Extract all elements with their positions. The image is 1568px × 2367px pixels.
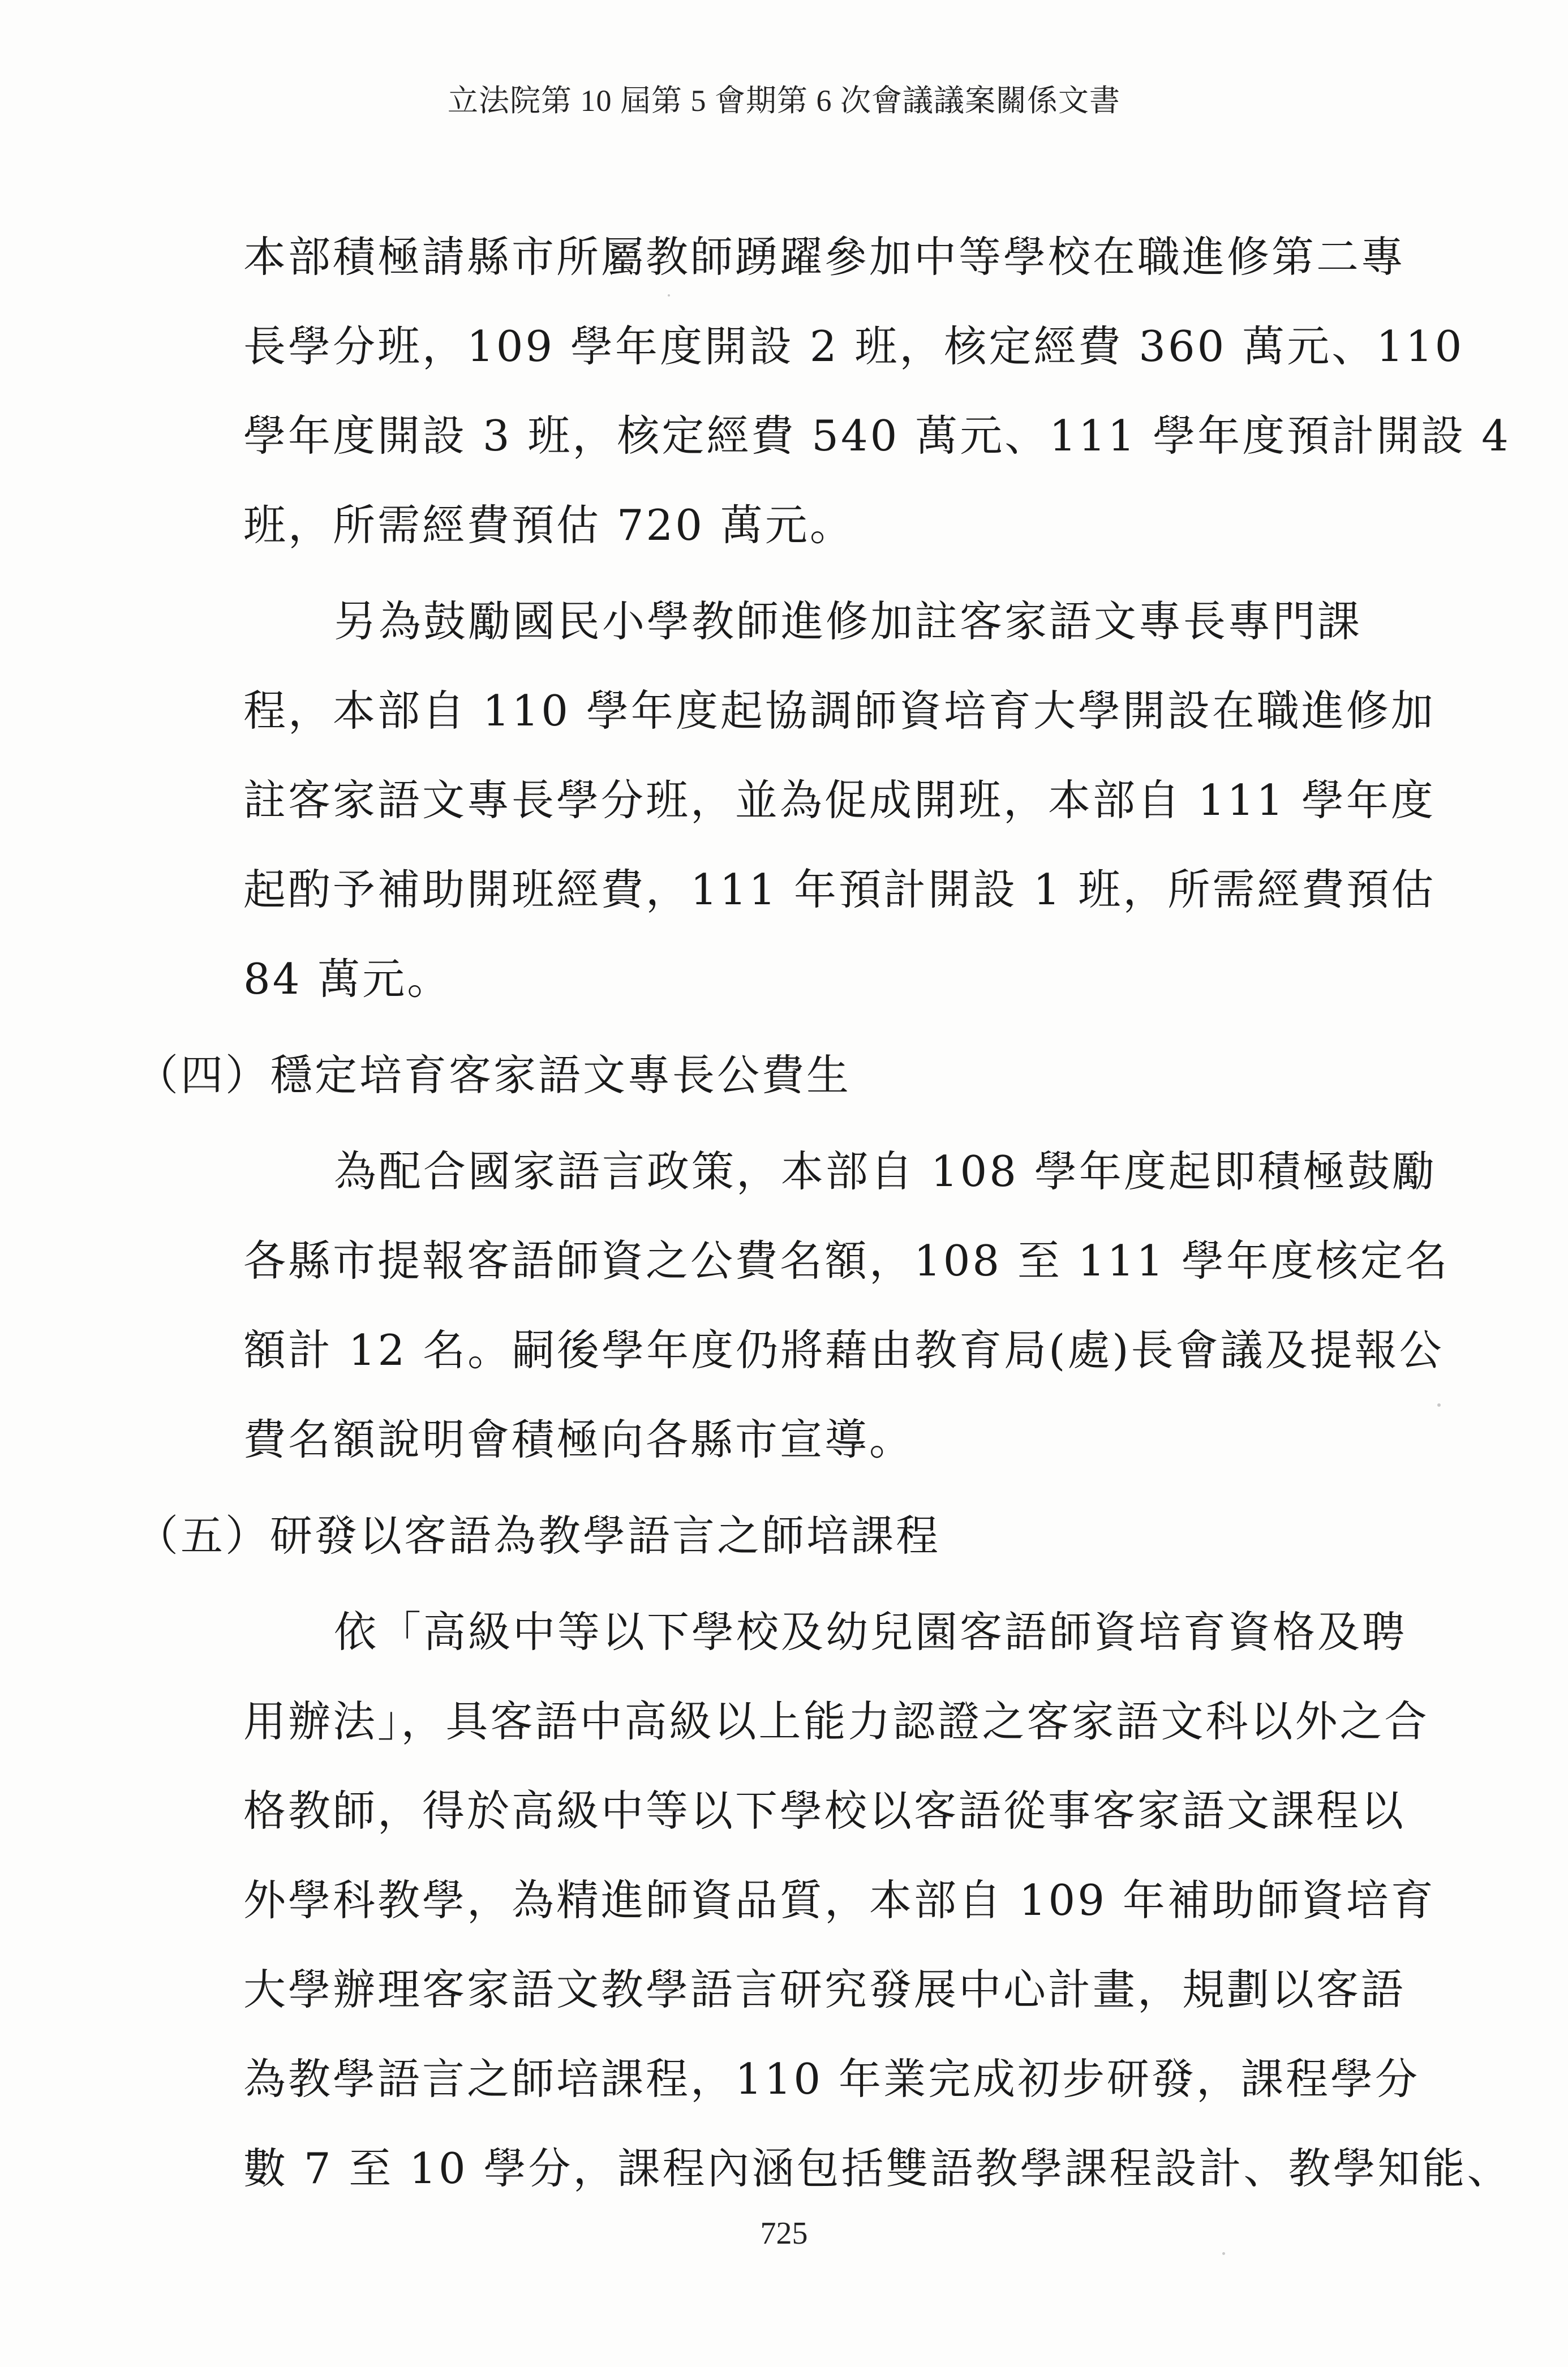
page-number: 725 — [760, 2216, 808, 2251]
paragraph-line: 起酌予補助開班經費，111 年預計開設 1 班，所需經費預估 — [243, 865, 1436, 914]
paragraph-line: 註客家語文專長學分班，並為促成開班，本部自 111 學年度 — [243, 775, 1436, 825]
paragraph-line: 班，所需經費預估 720 萬元。 — [243, 500, 854, 550]
paragraph-line: 各縣市提報客語師資之公費名額，108 至 111 學年度核定名 — [243, 1236, 1450, 1286]
paragraph-line: 為配合國家語言政策，本部自 108 學年度起即積極鼓勵 — [334, 1146, 1437, 1196]
section-heading-4: （四）穩定培育客家語文專長公費生 — [136, 1050, 852, 1100]
paragraph-line: 84 萬元。 — [243, 954, 452, 1004]
scan-speck — [668, 294, 670, 297]
scan-speck — [1222, 2252, 1225, 2255]
paragraph-line: 額計 12 名。嗣後學年度仍將藉由教育局(處)長會議及提報公 — [243, 1325, 1444, 1375]
paragraph-line: 格教師，得於高級中等以下學校以客語從事客家語文課程以 — [243, 1786, 1406, 1836]
paragraph-line: 大學辦理客家語文教學語言研究發展中心計畫，規劃以客語 — [243, 1965, 1406, 2014]
document-body — [136, 212, 1512, 2213]
paragraph-line: 費名額說明會積極向各縣市宣導。 — [243, 1415, 914, 1464]
paragraph-line: 為教學語言之師培課程，110 年業完成初步研發，課程學分 — [243, 2054, 1420, 2104]
section-heading-5: （五）研發以客語為教學語言之師培課程 — [136, 1511, 941, 1561]
paragraph-line: 長學分班，109 學年度開設 2 班，核定經費 360 萬元、110 — [243, 321, 1464, 371]
paragraph-line: 學年度開設 3 班，核定經費 540 萬元、111 學年度預計開設 4 — [243, 411, 1511, 461]
paragraph-line: 依「高級中等以下學校及幼兒園客語師資培育資格及聘 — [334, 1607, 1407, 1657]
paragraph-line: 另為鼓勵國民小學教師進修加註客家語文專長專門課 — [334, 596, 1363, 646]
paragraph-line: 外學科教學，為精進師資品質，本部自 109 年補助師資培育 — [243, 1875, 1436, 1925]
page-header: 立法院第 10 屆第 5 會期第 6 次會議議案關係文書 — [448, 84, 1120, 118]
paragraph-line: 程，本部自 110 學年度起協調師資培育大學開設在職進修加 — [243, 686, 1436, 736]
paragraph-line: 用辦法」，具客語中高級以上能力認證之客家語文科以外之合 — [243, 1696, 1429, 1746]
paragraph-line: 本部積極請縣市所屬教師踴躍參加中等學校在職進修第二專 — [243, 232, 1406, 282]
scan-speck — [1437, 1403, 1441, 1407]
paragraph-line: 數 7 至 10 學分，課程內涵包括雙語教學課程設計、教學知能、 — [243, 2143, 1512, 2193]
